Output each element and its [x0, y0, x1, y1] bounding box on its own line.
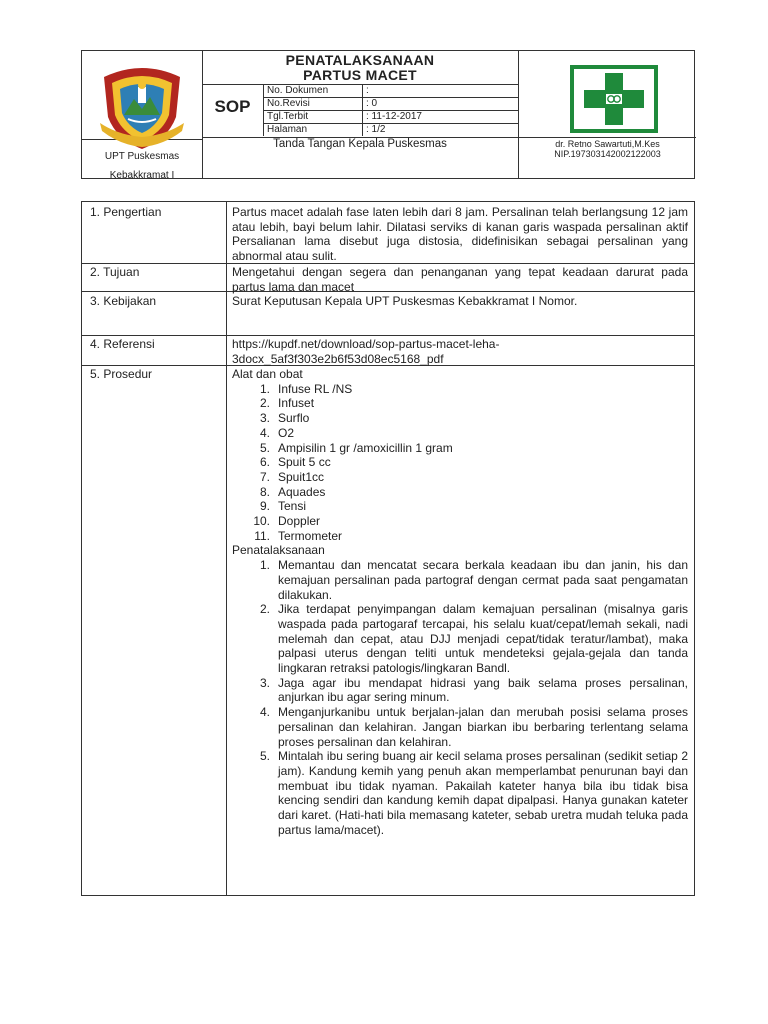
list-text: Infuset: [278, 396, 315, 411]
list-text: Surflo: [278, 411, 310, 426]
sop-label: SOP: [214, 97, 251, 116]
list-number: 3.: [259, 411, 270, 426]
list-text: Ampisilin 1 gr /amoxicillin 1 gram: [278, 440, 453, 455]
list-number: 11.: [254, 528, 270, 543]
list-text: Spuit1cc: [278, 469, 325, 484]
list-text: Tensi: [278, 499, 307, 514]
list-number: 6.: [259, 455, 270, 470]
list-text: Infuse RL /NS: [278, 381, 353, 396]
signature-label: Tanda Tangan Kepala Puskesmas: [273, 138, 447, 150]
section-label-prosedur: 5. Prosedur: [90, 367, 153, 381]
meta-label: Halaman: [267, 124, 308, 135]
meta-value: :: [366, 85, 369, 96]
alat-list: [232, 382, 688, 544]
penatalaksanaan-step: [232, 602, 688, 676]
section-label-kebijakan: 3. Kebijakan: [90, 294, 157, 308]
doctor-nip: NIP.197303142002122003: [554, 149, 661, 159]
section-text-kebijakan: Surat Keputusan Kepala UPT Puskesmas Kebakkramat I Nomor.: [232, 294, 578, 308]
section-text-prosedur: [232, 367, 688, 838]
alat-heading: Alat dan obat: [232, 367, 303, 381]
section-text-referensi: [232, 337, 688, 366]
sop-content-table: [81, 201, 695, 896]
alat-item: [232, 485, 688, 500]
list-number: 8.: [259, 484, 270, 499]
alat-item: [232, 499, 688, 514]
alat-item: [232, 470, 688, 485]
list-text: Doppler: [278, 514, 321, 529]
alat-item: [232, 411, 688, 426]
org-line-2: Kebakkramat I: [109, 170, 175, 181]
list-number: 1.: [259, 558, 270, 573]
title-line-2: PARTUS MACET: [303, 67, 417, 83]
list-text: Mintalah ibu sering buang air kecil selama proses persalinan (sedikit setiap 2 jam). Kandung kemih yang penuh akan memperlambat penurunan bayi dan membuat ibu tidak nyaman. Pakailah kateter hanya bila ibu tidak bisa kencing sendiri dan kandung kemih dapat dipalpasi. Hanya gunakan kateter dari karet. (Hati-hati bila memasang kateter, sebab uretra mudah teluka pada partus lama/macet).: [278, 749, 688, 837]
puskesmas-green-cross-icon: [568, 63, 660, 135]
section-label-tujuan: 2. Tujuan: [90, 265, 140, 279]
org-line-1: UPT Puskesmas: [104, 151, 180, 162]
list-text: O2: [278, 425, 295, 440]
penatalaksanaan-step: [232, 705, 688, 749]
meta-value: : 0: [366, 98, 378, 109]
alat-item: [232, 426, 688, 441]
reference-line-2: 3docx_5af3f303e2b6f53d08ec5168_pdf: [232, 351, 444, 366]
list-number: 10.: [253, 514, 270, 529]
section-label-pengertian: 1. Pengertian: [90, 205, 162, 219]
head-signature-block: [519, 139, 696, 159]
meta-label: No. Dokumen: [267, 85, 329, 96]
alat-item: [232, 396, 688, 411]
list-number: 2.: [259, 396, 270, 411]
list-number: 3.: [259, 675, 270, 690]
alat-item: [232, 455, 688, 470]
list-number: 9.: [259, 499, 270, 514]
alat-item: [232, 529, 688, 544]
list-text: Aquades: [278, 484, 326, 499]
list-number: 1.: [259, 381, 270, 396]
penatalaksanaan-list: [232, 558, 688, 837]
alat-item: [232, 514, 688, 529]
penatalaksanaan-step: [232, 558, 688, 602]
section-label-referensi: 4. Referensi: [90, 337, 155, 351]
sop-header-table: [81, 50, 695, 179]
title-line-1: PENATALAKSANAAN: [285, 52, 435, 68]
doctor-name: dr. Retno Sawartuti,M.Kes: [555, 139, 660, 149]
regency-crest-icon: [94, 63, 190, 153]
list-number: 5.: [259, 440, 270, 455]
list-number: 2.: [259, 602, 270, 617]
organization-name: [82, 147, 202, 185]
meta-value: : 11-12-2017: [366, 111, 422, 122]
alat-item: [232, 382, 688, 397]
penatalaksanaan-heading: Penatalaksanaan: [232, 543, 325, 558]
section-text-pengertian: Partus macet adalah fase laten lebih dari 8 jam. Persalinan telah berlangsung 12 jam atau lebih, bayi belum lahir. Dilatasi serviks di kanan garis waspada persalinan aktif Persalianan lama disebut juga distosia, didefinisikan sebagai persalinan yang abnormal atau sulit.: [232, 205, 688, 264]
penatalaksanaan-step: [232, 676, 688, 705]
list-number: 7.: [259, 469, 270, 484]
meta-label: No.Revisi: [267, 98, 310, 109]
list-number: 4.: [259, 705, 270, 720]
list-text: Jaga agar ibu mendapat hidrasi yang baik selama proses persalinan, anjurkan ibu agar sering minum.: [278, 675, 688, 705]
meta-value: : 1/2: [366, 124, 386, 135]
list-text: Menganjurkanibu untuk berjalan-jalan dan merubah posisi selama proses persalinan dan kelahiran. Jangan biarkan ibu berbaring terlentang selama proses persalinan dan kelahiran.: [278, 705, 688, 749]
list-text: Memantau dan mencatat secara berkala keadaan ibu dan janin, his dan kemajuan persalinan pada partograf dengan cermat pada saat pengamatan dilakukan.: [278, 558, 688, 602]
meta-label: Tgl.Terbit: [267, 111, 309, 122]
section-text-tujuan: Mengetahui dengan segera dan penanganan yang tepat keadaan darurat pada partus lama dan macet: [232, 265, 688, 294]
list-text: Jika terdapat penyimpangan dalam kemajuan persalinan (misalnya garis waspada pada partogaraf tercapai, his selalu kuat/cepat/lemah sekali, nadi melemah dan cepat, atau DJJ menjadi cepat/tidak teratur/lambat), maka palpasi uterus dengan teliti untuk mendeteksi gejala-gejala dan tanda lingkaran retraksi patologis/lingkaran Bandl.: [278, 602, 688, 676]
list-text: Termometer: [278, 528, 343, 543]
penatalaksanaan-step: [232, 749, 688, 837]
list-number: 4.: [259, 425, 270, 440]
list-text: Spuit 5 cc: [278, 455, 331, 470]
reference-line-1: https://kupdf.net/download/sop-partus-macet-leha-: [232, 337, 500, 351]
alat-item: [232, 441, 688, 456]
document-title: [202, 53, 518, 83]
list-number: 5.: [259, 749, 270, 764]
